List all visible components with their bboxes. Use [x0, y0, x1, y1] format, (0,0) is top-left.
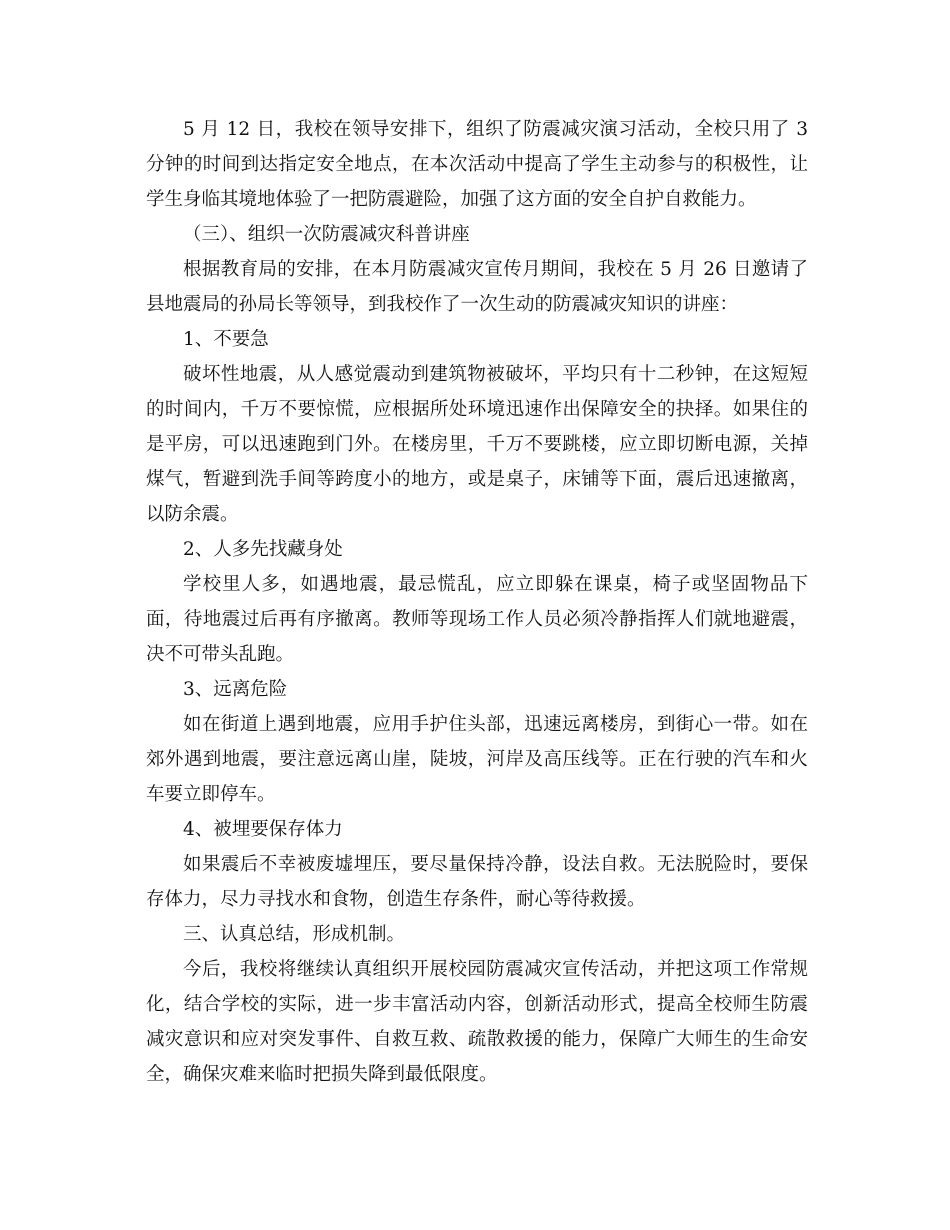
- subheading-dont-panic: 1、不要急: [183, 329, 269, 350]
- paragraph-conserve-energy: 如果震后不幸被废墟埋压，要尽量保持冷静，设法自救。无法脱险时，要保存体力，尽力寻找水和食物，创造生存条件，耐心等待救援。: [146, 854, 808, 910]
- section-heading-lecture: （三）、组织一次防震减灾科普讲座: [183, 224, 470, 245]
- document-page: [146, 112, 808, 1092]
- paragraph-avoid-danger: 如在街道上遇到地震，应用手护住头部，迅速远离楼房，到街心一带。如在郊外遇到地震，要注意远离山崖，陡坡，河岸及高压线等。正在行驶的汽车和火车要立即停车。: [146, 714, 808, 805]
- subheading-conserve-energy: 4、被埋要保存体力: [183, 819, 343, 840]
- section-heading-summary: 三、认真总结，形成机制。: [183, 924, 406, 945]
- paragraph-find-shelter: 学校里人多，如遇地震，最忌慌乱，应立即躲在课桌，椅子或坚固物品下面，待地震过后再有序撤离。教师等现场工作人员必须冷静指挥人们就地避震，决不可带头乱跑。: [146, 574, 808, 665]
- paragraph-future-plans: 今后，我校将继续认真组织开展校园防震减灾宣传活动，并把这项工作常规化，结合学校的实际，进一步丰富活动内容，创新活动形式，提高全校师生防震减灾意识和应对突发事件、自救互救、疏散救援的能力，保障广大师生的生命安全，确保灾难来临时把损失降到最低限度。: [146, 959, 808, 1085]
- subheading-avoid-danger: 3、远离危险: [183, 679, 288, 700]
- paragraph-dont-panic: 破坏性地震，从人感觉震动到建筑物被破坏，平均只有十二秒钟，在这短短的时间内，千万不要惊慌，应根据所处环境迅速作出保障安全的抉择。如果住的是平房，可以迅速跑到门外。在楼房里，千万不要跳楼，应立即切断电源，关掉煤气，暂避到洗手间等跨度小的地方，或是桌子，床铺等下面，震后迅速撤离，以防余震。: [146, 364, 808, 525]
- paragraph-drill-summary: 5 月 12 日，我校在领导安排下，组织了防震减灾演习活动，全校只用了 3 分钟的时间到达指定安全地点，在本次活动中提高了学生主动参与的积极性，让学生身临其境地体验了一把防震避险，加强了这方面的安全自护自救能力。: [146, 119, 808, 210]
- subheading-find-shelter: 2、人多先找藏身处: [183, 539, 343, 560]
- paragraph-lecture-intro: 根据教育局的安排，在本月防震减灾宣传月期间，我校在 5 月 26 日邀请了县地震局的孙局长等领导，到我校作了一次生动的防震减灾知识的讲座：: [146, 259, 808, 315]
